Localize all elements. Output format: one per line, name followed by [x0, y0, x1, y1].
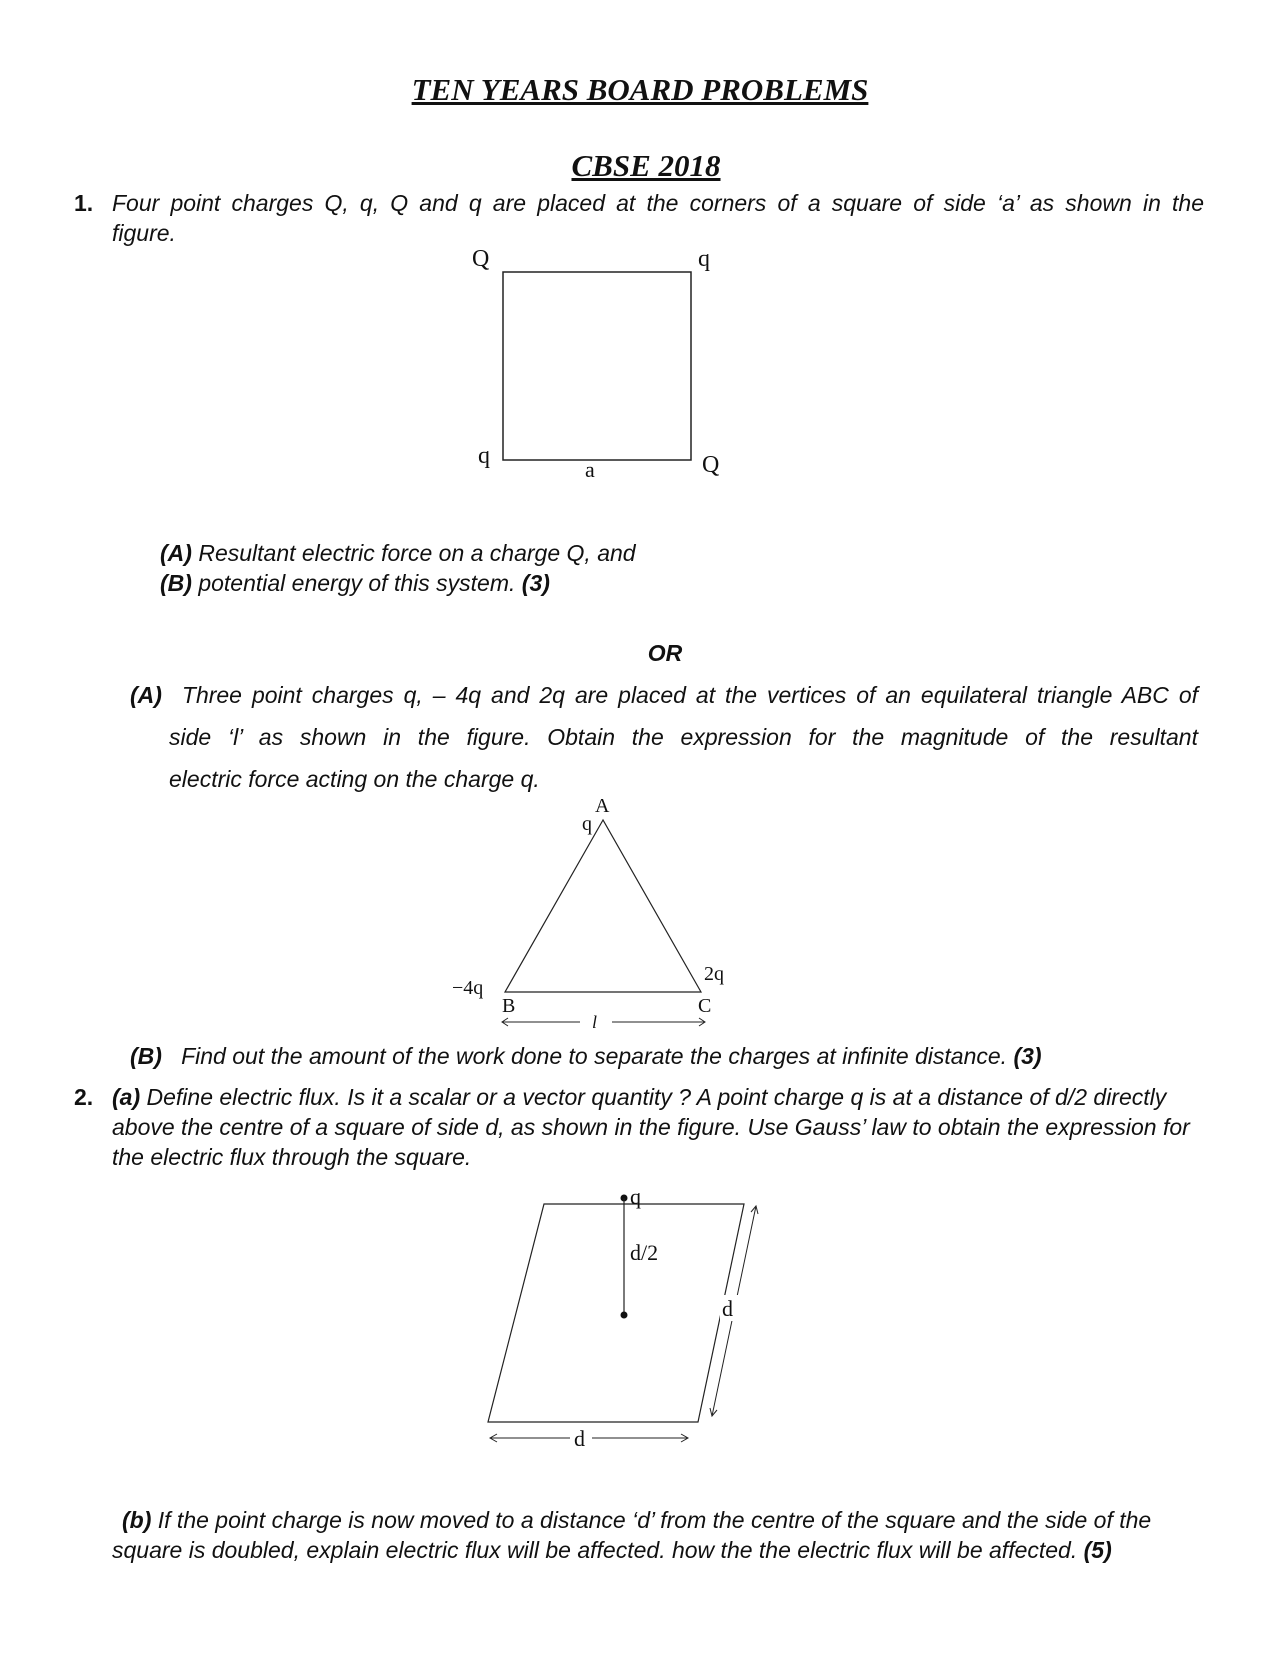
- vertex-label: C: [698, 995, 712, 1017]
- part-text: If the point charge is now moved to a distance ‘d’ from the centre of the square and the side of the: [157, 1507, 1152, 1533]
- marks: (5): [1083, 1537, 1112, 1563]
- vertex-label: A: [595, 795, 610, 817]
- alt-line: electric force acting on the charge q.: [169, 766, 540, 792]
- part-label: (b): [122, 1507, 152, 1533]
- part-b: [160, 568, 550, 598]
- marks: (3): [521, 570, 550, 596]
- side-label: d: [722, 1296, 733, 1321]
- part-text: potential energy of this system.: [198, 570, 516, 596]
- square-charges-figure: [440, 232, 740, 482]
- charge-label: 2q: [704, 963, 724, 985]
- charge-label: Q: [702, 452, 720, 478]
- side-label: a: [585, 457, 595, 482]
- charge-label: q: [582, 813, 592, 835]
- height-label: d/2: [630, 1240, 659, 1265]
- part-text: Resultant electric force on a charge Q, and: [198, 540, 636, 566]
- charge-label: q: [698, 246, 710, 272]
- q2-part-b: [122, 1505, 1151, 1535]
- question-text-line: above the centre of a square of side d, as shown in the figure. Use Gauss’ law to obtain the expression for: [112, 1114, 1190, 1140]
- charge-label: Q: [472, 246, 490, 272]
- question-text-line: the electric flux through the square.: [112, 1144, 472, 1170]
- part-text: Define electric flux. Is it a scalar or a vector quantity ? A point charge q is at a distance of d/2 directly: [146, 1084, 1167, 1110]
- part-text: square is doubled, explain electric flux will be affected. how the the electric flux will be affected.: [112, 1537, 1078, 1563]
- page-title: TEN YEARS BOARD PROBLEMS: [411, 72, 869, 107]
- alt-line: [130, 680, 1198, 710]
- part-text: Three point charges q, – 4q and 2q are placed at the vertices of an equilateral triangle ABC of: [181, 682, 1199, 708]
- side-label: l: [592, 1012, 598, 1032]
- part-label: (a): [112, 1084, 141, 1110]
- vertex-label: B: [502, 995, 516, 1017]
- part-a: [160, 538, 636, 568]
- square-plane: [488, 1204, 744, 1422]
- charge-label: q: [630, 1184, 641, 1209]
- charge-label: −4q: [452, 977, 484, 999]
- marks: (3): [1013, 1043, 1042, 1069]
- part-label: (B): [160, 570, 192, 596]
- q2-part-b-line: [112, 1535, 1112, 1565]
- flux-square-figure: [470, 1180, 790, 1470]
- part-text: Find out the amount of the work done to separate the charges at infinite distance.: [181, 1043, 1008, 1069]
- square-shape: [503, 272, 691, 460]
- question-number: 2.: [74, 1084, 94, 1110]
- question-number: 1.: [74, 190, 94, 216]
- centre-point: [621, 1312, 628, 1319]
- alt-part-b: [130, 1041, 1042, 1071]
- question-text-line: figure.: [112, 220, 176, 246]
- question-text-line: Four point charges Q, q, Q and q are placed at the corners of a square of side ‘a’ as shown in the: [112, 190, 1204, 216]
- or-separator: OR: [647, 640, 683, 666]
- part-label: (A): [130, 682, 162, 708]
- part-label: (A): [160, 540, 192, 566]
- alt-line: side ‘l’ as shown in the figure. Obtain the expression for the magnitude of the resultant: [169, 724, 1198, 750]
- triangle-charges-figure: [450, 792, 760, 1032]
- charge-label: q: [478, 443, 490, 469]
- part-label: (B): [130, 1043, 162, 1069]
- triangle-shape: [505, 820, 701, 992]
- question-text-line: [112, 1082, 1166, 1112]
- alt-part-a: [130, 680, 1198, 710]
- section-title: CBSE 2018: [571, 148, 721, 183]
- side-label: d: [574, 1426, 585, 1451]
